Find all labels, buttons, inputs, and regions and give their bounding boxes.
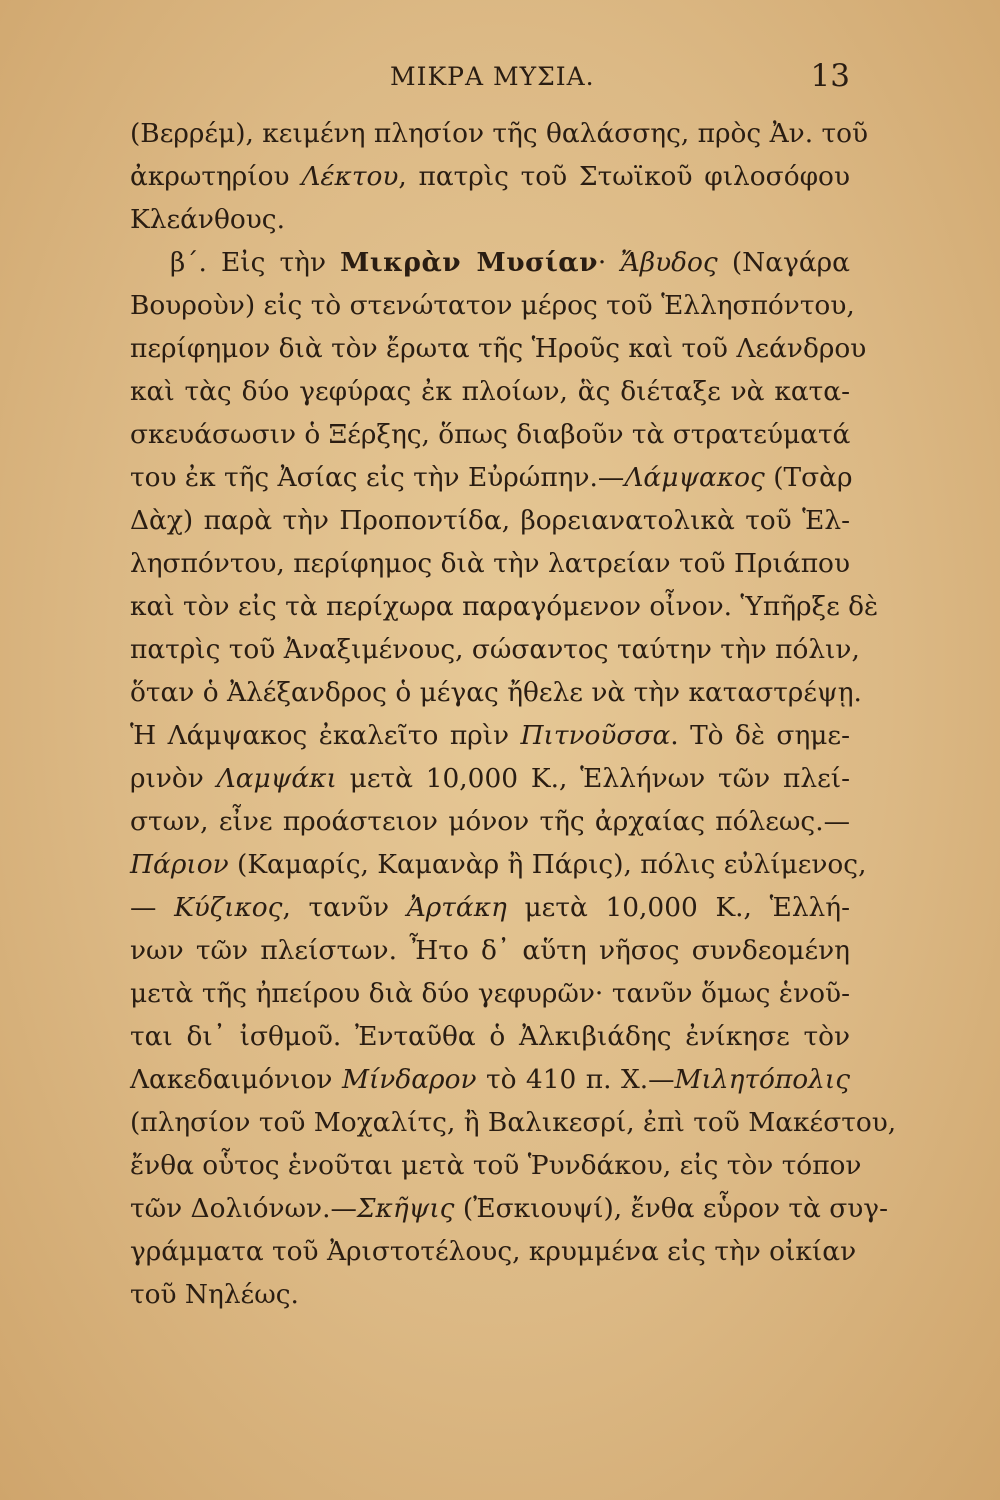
italic-place-name: Λαμψάκι xyxy=(216,763,337,794)
text-line xyxy=(130,1144,862,1187)
text-line xyxy=(130,1273,850,1316)
text-segment: Λακεδαιμόνιον xyxy=(130,1064,342,1095)
text-line xyxy=(130,585,879,628)
text-line xyxy=(130,800,850,843)
text-line xyxy=(130,843,867,886)
italic-place-name: Κύζικος xyxy=(174,892,283,923)
bold-heading: Μικρὰν Μυσίαν xyxy=(340,247,598,278)
text-segment: ται δι᾽ ἰσθμοῦ. Ἐνταῦθα ὁ Ἀλκιβιάδης ἐνίκησε τὸν xyxy=(130,1021,850,1052)
text-line xyxy=(130,413,850,456)
text-segment: (Ἐσκιουψί), ἔνθα εὗρον τὰ συγ- xyxy=(454,1193,888,1224)
text-segment: τοῦ Νηλέως. xyxy=(130,1279,299,1310)
text-segment: σκευάσωσιν ὁ Ξέρξης, ὅπως διαβοῦν τὰ στρατεύματά xyxy=(130,419,851,450)
text-line xyxy=(130,241,850,284)
text-segment: λησπόντου, περίφημος διὰ τὴν λατρείαν τοῦ Πριάπου xyxy=(130,548,850,579)
text-segment: του ἐκ τῆς Ἀσίας εἰς τὴν Εὐρώπην.— xyxy=(130,462,625,493)
text-line xyxy=(130,886,850,929)
text-segment: καὶ τὸν εἰς τὰ περίχωρα παραγόμενον οἶνον. Ὑπῆρξε δὲ xyxy=(130,591,879,622)
text-segment: · xyxy=(597,247,621,278)
text-line xyxy=(130,757,850,800)
text-line xyxy=(130,671,862,714)
page-number: 13 xyxy=(810,58,850,94)
text-segment: (Ναγάρα xyxy=(717,247,850,278)
text-line xyxy=(130,714,850,757)
text-segment: τῶν Δολιόνων.— xyxy=(130,1193,357,1224)
text-segment: περίφημον διὰ τὸν ἔρωτα τῆς Ἡροῦς καὶ τοῦ Λεάνδρου xyxy=(130,333,867,364)
text-line xyxy=(130,972,850,1015)
italic-place-name: Σκῆψις xyxy=(356,1193,455,1224)
text-line xyxy=(130,112,868,155)
text-segment: Κλεάνθους. xyxy=(130,204,285,235)
text-segment: Βουροὺν) εἰς τὸ στενώτατον μέρος τοῦ Ἑλλησπόντου, xyxy=(130,290,855,321)
text-segment: Δὰχ) παρὰ τὴν Προποντίδα, βορειανατολικὰ τοῦ Ἑλ- xyxy=(130,505,850,536)
italic-place-name: Λέκτου xyxy=(301,161,399,192)
body-text xyxy=(130,112,897,1316)
text-segment: τὸ 410 π. Χ.— xyxy=(476,1064,675,1095)
text-segment: πατρὶς τοῦ Ἀναξιμένους, σώσαντος ταύτην τὴν πόλιν, xyxy=(130,634,860,665)
text-segment: , τανῦν xyxy=(282,892,407,923)
text-segment: , πατρὶς τοῦ Στωϊκοῦ φιλοσόφου xyxy=(398,161,850,192)
text-line xyxy=(130,456,853,499)
italic-place-name: Ἀρτάκη xyxy=(406,892,507,923)
text-line xyxy=(130,1058,850,1101)
text-line xyxy=(130,327,867,370)
text-line xyxy=(130,499,850,542)
text-line xyxy=(130,370,850,413)
text-segment: μετὰ τῆς ἠπείρου διὰ δύο γεφυρῶν· τανῦν ὅμως ἑνοῦ- xyxy=(130,978,850,1009)
text-segment: στων, εἶνε προάστειον μόνον τῆς ἀρχαίας πόλεως.— xyxy=(130,806,850,837)
text-line xyxy=(130,198,850,241)
italic-place-name: Λάμψακος xyxy=(624,462,765,493)
text-segment: μετὰ 10,000 Κ., Ἑλλήνων τῶν πλεί- xyxy=(336,763,851,794)
text-segment: . Τὸ δὲ σημε- xyxy=(670,720,850,751)
italic-place-name: Ἄβυδος xyxy=(620,247,718,278)
text-segment: γράμματα τοῦ Ἀριστοτέλους, κρυμμένα εἰς τὴν οἰκίαν xyxy=(130,1236,857,1267)
text-segment: (Βερρέμ), κειμένη πλησίον τῆς θαλάσσης, πρὸς Ἀν. τοῦ xyxy=(130,118,868,149)
text-line xyxy=(130,929,850,972)
text-segment: (πλησίον τοῦ Μοχαλίτς, ἢ Βαλικεσρί, ἐπὶ τοῦ Μακέστου, xyxy=(130,1107,897,1138)
text-segment: β΄. Εἰς τὴν xyxy=(170,247,341,278)
text-segment: ἀκρωτηρίου xyxy=(130,161,302,192)
text-segment: μετὰ 10,000 Κ., Ἑλλή- xyxy=(506,892,850,923)
text-line xyxy=(130,155,850,198)
text-segment: (Καμαρίς, Καμανὰρ ἢ Πάρις), πόλις εὐλίμενος, xyxy=(228,849,867,880)
italic-place-name: Πιτνοῦσσα xyxy=(520,720,671,751)
text-line xyxy=(130,628,860,671)
text-segment: Ἡ Λάμψακος ἐκαλεῖτο πρὶν xyxy=(130,720,521,751)
italic-place-name: Μίνδαρον xyxy=(341,1064,477,1095)
text-line xyxy=(130,1187,888,1230)
text-segment: — xyxy=(130,892,175,923)
text-segment: καὶ τὰς δύο γεφύρας ἐκ πλοίων, ἃς διέταξε νὰ κατα- xyxy=(130,376,850,407)
text-segment: ἔνθα οὗτος ἑνοῦται μετὰ τοῦ Ῥυνδάκου, εἰς τὸν τόπον xyxy=(130,1150,862,1181)
text-line xyxy=(130,1101,897,1144)
text-segment: νων τῶν πλείστων. Ἦτο δ᾽ αὕτη νῆσος συνδεομένη xyxy=(130,935,850,966)
page-header xyxy=(120,58,850,102)
text-line xyxy=(130,542,850,585)
text-segment: (Τσὰρ xyxy=(764,462,853,493)
text-line xyxy=(130,1015,850,1058)
text-line xyxy=(130,1230,857,1273)
text-line xyxy=(130,284,855,327)
text-segment: ρινὸν xyxy=(130,763,217,794)
running-title: ΜΙΚΡΑ ΜΥΣΙΑ. xyxy=(390,62,595,91)
italic-place-name: Πάριον xyxy=(130,849,229,880)
text-segment: ὅταν ὁ Ἀλέξανδρος ὁ μέγας ἤθελε νὰ τὴν καταστρέψῃ. xyxy=(130,677,862,708)
italic-place-name: Μιλητόπολις xyxy=(674,1064,851,1095)
